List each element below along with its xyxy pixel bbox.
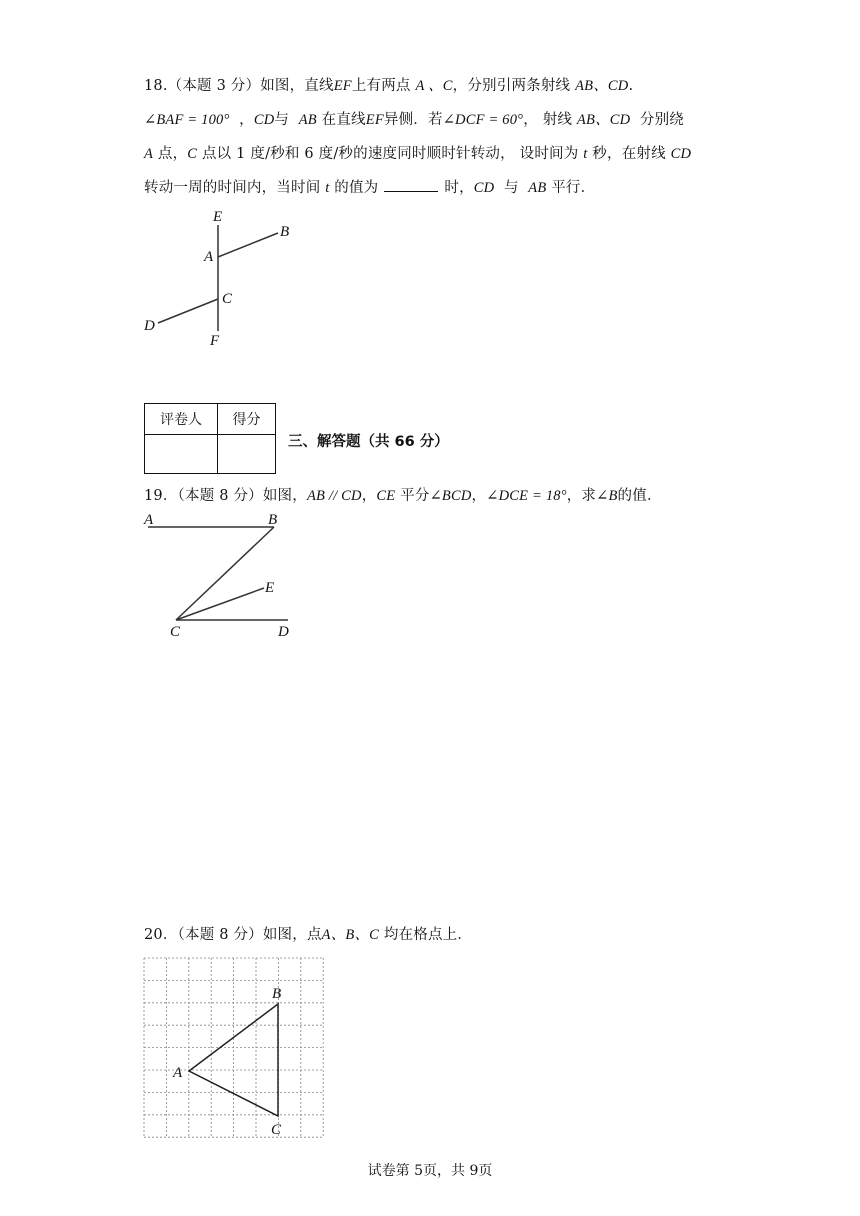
score-header: 得分 (218, 404, 276, 435)
q18-text: ， 射线 (523, 112, 573, 128)
label-d: D (278, 624, 289, 640)
q19-text: 的值． (617, 488, 662, 504)
label-e: E (213, 209, 223, 225)
q18-line-2 (144, 108, 684, 129)
q18-text: 时， (444, 180, 474, 196)
q18-rays: AB、CD (576, 112, 631, 128)
q19-angle-dce: ∠DCE = 18° (486, 488, 567, 504)
label-a: A (144, 512, 154, 528)
q18-text: 秒，在射线 (592, 146, 666, 162)
ray-cd (158, 299, 218, 323)
line-ce (176, 588, 264, 620)
q20-text: 均在格点上． (383, 927, 473, 943)
q18-point-a: A (144, 146, 154, 162)
q19-ce: CE (376, 488, 396, 504)
q18-line-4 (144, 176, 595, 197)
q18-point-c: C (187, 146, 198, 162)
q18-line-3 (144, 142, 691, 163)
q19-angle-bcd: ∠BCD (429, 488, 472, 504)
label-a: A (204, 249, 214, 265)
q18-t: t (325, 180, 330, 196)
q18-text: 异侧．若 (383, 112, 443, 128)
q19-parallel: AB // CD (306, 488, 362, 504)
q18-cd: CD (473, 180, 495, 196)
q18-figure (140, 205, 310, 350)
label-c: C (170, 624, 181, 640)
q18-cd: CD (253, 112, 275, 128)
grader-header: 评卷人 (145, 404, 218, 435)
line-bc (176, 527, 274, 620)
q18-text: 点， (157, 146, 188, 162)
q19-figure (140, 508, 310, 643)
label-c: C (222, 291, 233, 307)
q18-text: ， (239, 112, 254, 128)
ray-ab (218, 233, 278, 257)
dotted-grid (144, 958, 323, 1137)
label-b: B (280, 224, 290, 240)
label-c: C (271, 1122, 282, 1138)
q18-angle-dcf: ∠DCF = 60° (442, 112, 524, 128)
q19-prefix: 19．（本题 8 分）如图， (144, 488, 307, 504)
q20-prefix: 20．（本题 8 分）如图，点 (144, 927, 322, 943)
section-title: 三、解答题（共 66 分） (288, 434, 449, 450)
page-footer: 试卷第 5页，共 9页 (367, 1163, 493, 1179)
q18-ab: AB (528, 180, 547, 196)
label-b: B (272, 986, 282, 1002)
q18-text: 18.（本题 3 分）如图，直线 (144, 78, 334, 94)
q18-line-1 (144, 74, 633, 95)
grader-table (144, 403, 276, 474)
q20-text (144, 923, 472, 944)
q18-text: 点以 1 度/秒和 6 度/秒的速度同时顺时针转动， 设时间为 (201, 146, 579, 162)
q18-text: . (628, 78, 634, 94)
q18-ef: EF (333, 78, 352, 94)
q18-text: 的值为 (334, 180, 379, 196)
q19-angle-b: ∠B (596, 488, 618, 504)
q18-ab: AB (298, 112, 317, 128)
q18-text: 在直线 (321, 112, 366, 128)
q19-text: ， (361, 488, 377, 504)
q18-t: t (583, 146, 588, 162)
label-a: A (173, 1065, 183, 1081)
q18-ef: EF (365, 112, 384, 128)
q18-points: A 、C (415, 78, 453, 94)
q18-text: 上有两点 (351, 78, 411, 94)
q18-text: 与 (503, 180, 519, 196)
q18-cd: CD (670, 146, 692, 162)
q18-text: 分别绕 (639, 112, 685, 128)
label-f: F (210, 333, 220, 349)
q20-figure (140, 954, 330, 1144)
label-d: D (144, 318, 155, 334)
answer-blank[interactable] (384, 179, 438, 192)
q18-text: 转动一周的时间内，当时间 (144, 180, 321, 196)
q18-text: 平行． (551, 180, 596, 196)
grader-cell[interactable] (145, 435, 218, 474)
q18-text: 与 (274, 112, 290, 128)
q20-points: A、B、C (321, 927, 380, 943)
q18-rays: AB、CD (575, 78, 629, 94)
q18-angle-baf: ∠BAF = 100° (144, 112, 230, 128)
label-e: E (265, 580, 275, 596)
q18-text: ，分别引两条射线 (452, 78, 571, 94)
q19-text: 平分 (400, 488, 430, 504)
q19-text (144, 484, 662, 505)
q19-text: ， (471, 488, 487, 504)
score-cell[interactable] (218, 435, 276, 474)
label-b: B (268, 512, 278, 528)
q19-text: ，求 (566, 488, 597, 504)
